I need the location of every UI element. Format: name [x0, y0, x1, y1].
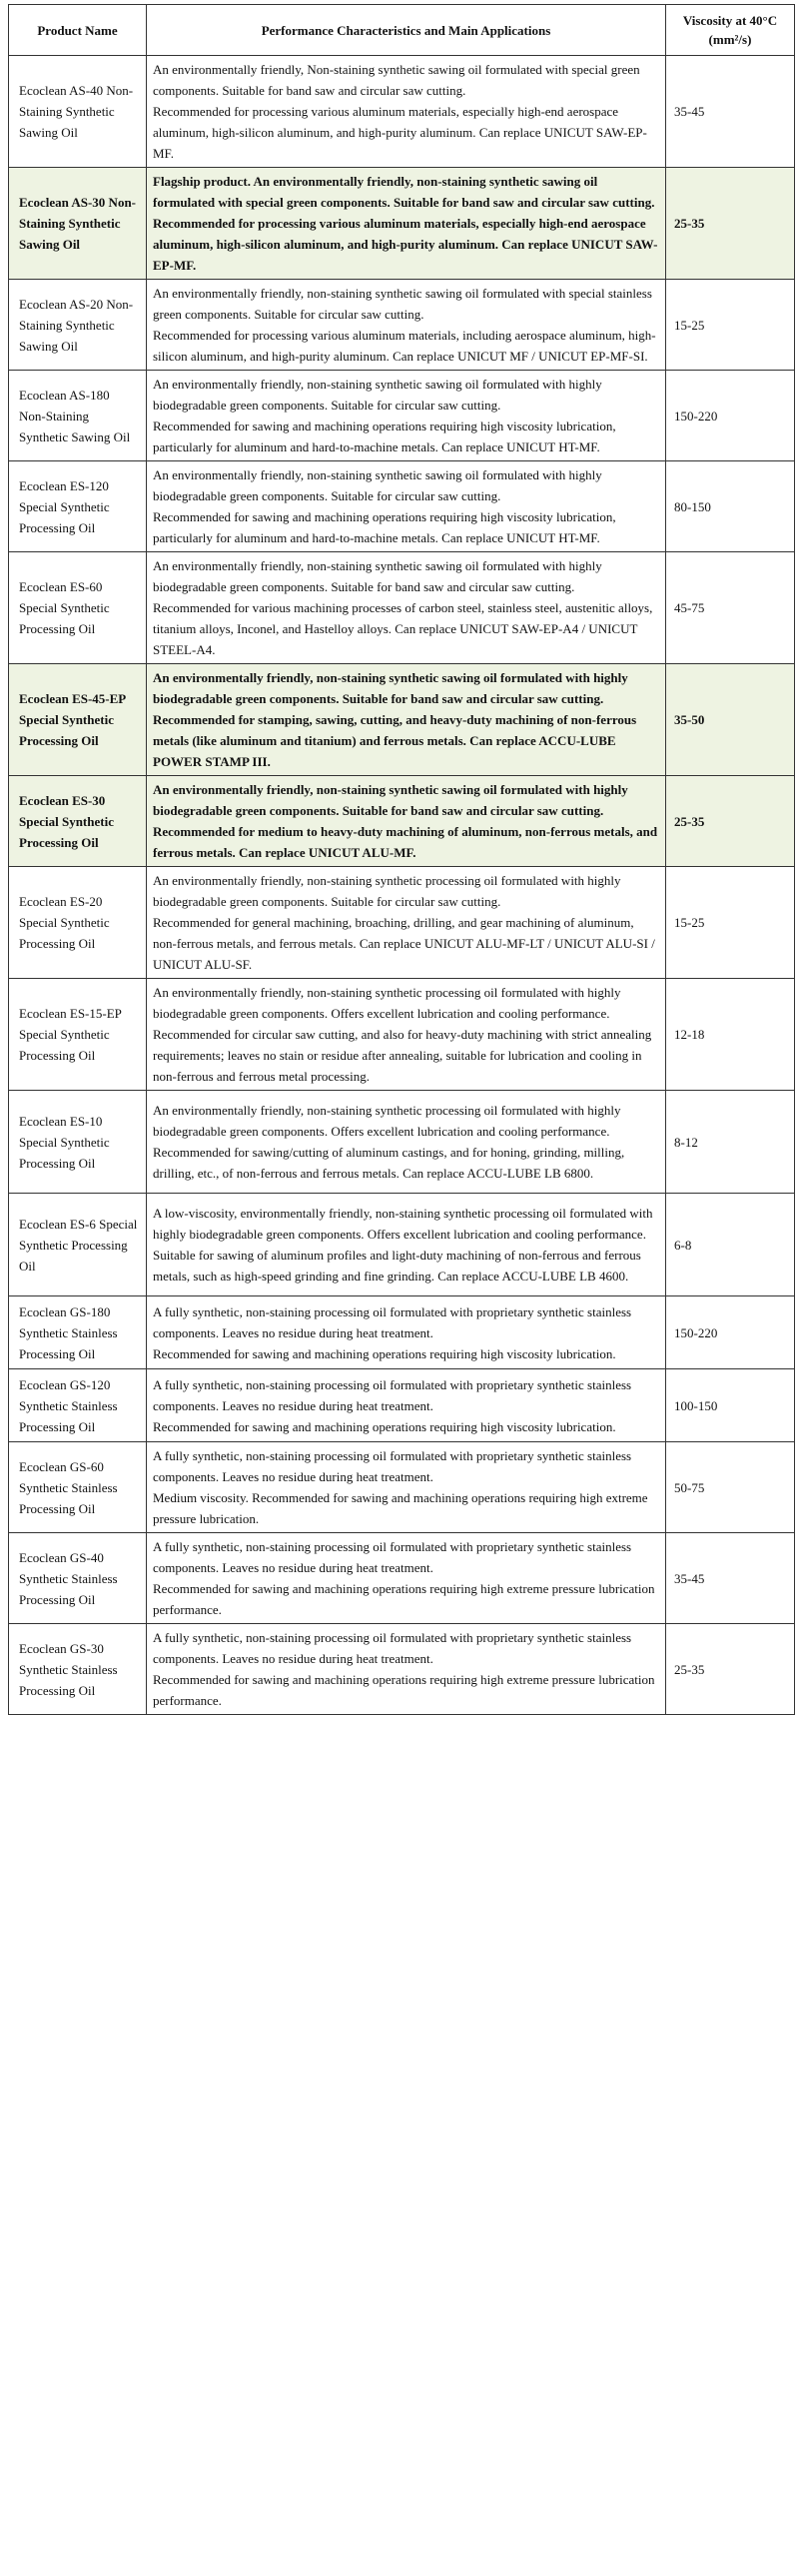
- table-row: [9, 280, 795, 371]
- description-cell: [147, 776, 666, 867]
- description-cell: [147, 867, 666, 979]
- description-paragraph: An environmentally friendly, non-staining synthetic sawing oil formulated with highly biodegradable green components. Suitable for circular saw cutting.: [153, 467, 602, 503]
- description-cell: [147, 552, 666, 664]
- description-paragraph: Recommended for processing various aluminum materials, including aerospace aluminum, high-silicon aluminum, and high-purity aluminum. Can replace UNICUT MF / UNICUT EP-MF-SI.: [153, 328, 656, 364]
- product-table-container: [8, 4, 794, 1715]
- product-name-cell: Ecoclean ES-120 Special Synthetic Processing Oil: [9, 461, 147, 552]
- viscosity-cell: 50-75: [666, 1442, 795, 1533]
- description-cell: [147, 280, 666, 371]
- viscosity-cell: 8-12: [666, 1091, 795, 1194]
- description-paragraph: A fully synthetic, non-staining processing oil formulated with proprietary synthetic stainless components. Leaves no residue during heat treatment.: [153, 1376, 632, 1413]
- table-row: [9, 1624, 795, 1715]
- description-cell: [147, 1442, 666, 1533]
- table-row: [9, 1091, 795, 1194]
- description-paragraph: Flagship product. An environmentally friendly, non-staining synthetic sawing oil formulated with special green components. Suitable for band saw and circular saw cutting.: [153, 174, 655, 210]
- table-row: [9, 371, 795, 461]
- description-cell: [147, 56, 666, 168]
- description-paragraph: An environmentally friendly, non-staining synthetic sawing oil formulated with highly biodegradable green components. Suitable for circular saw cutting.: [153, 377, 602, 413]
- description-paragraph: Suitable for sawing of aluminum profiles and light-duty machining of non-ferrous and ferrous metals, such as high-speed grinding and fine grinding. Can replace ACCU-LUBE LB 4600.: [153, 1248, 641, 1284]
- viscosity-cell: 35-45: [666, 56, 795, 168]
- table-row: [9, 552, 795, 664]
- product-name-cell: Ecoclean ES-45-EP Special Synthetic Processing Oil: [9, 664, 147, 776]
- product-name-cell: Ecoclean GS-30 Synthetic Stainless Processing Oil: [9, 1624, 147, 1715]
- description-paragraph: An environmentally friendly, Non-staining synthetic sawing oil formulated with special green components. Suitable for band saw and circular saw cutting.: [153, 62, 640, 98]
- viscosity-cell: 35-45: [666, 1533, 795, 1624]
- viscosity-cell: 100-150: [666, 1369, 795, 1442]
- description-paragraph: Recommended for sawing and machining operations requiring high viscosity lubrication, particularly for aluminum and hard-to-machine metals. Can replace UNICUT HT-MF.: [153, 509, 616, 545]
- viscosity-cell: 35-50: [666, 664, 795, 776]
- product-name-cell: Ecoclean ES-60 Special Synthetic Processing Oil: [9, 552, 147, 664]
- viscosity-cell: 150-220: [666, 1296, 795, 1369]
- description-cell: [147, 1091, 666, 1194]
- description-paragraph: Recommended for sawing and machining operations requiring high viscosity lubrication.: [153, 1345, 616, 1361]
- table-row: [9, 979, 795, 1091]
- description-paragraph: A low-viscosity, environmentally friendly, non-staining synthetic processing oil formulated with highly biodegradable green components. Offers excellent lubrication and cooling performance.: [153, 1206, 653, 1242]
- description-paragraph: Medium viscosity. Recommended for sawing and machining operations requiring high extreme pressure lubrication.: [153, 1490, 648, 1526]
- viscosity-cell: 80-150: [666, 461, 795, 552]
- product-name-cell: Ecoclean ES-6 Special Synthetic Processing Oil: [9, 1194, 147, 1296]
- product-name-cell: Ecoclean ES-15-EP Special Synthetic Processing Oil: [9, 979, 147, 1091]
- product-name-cell: Ecoclean AS-40 Non-Staining Synthetic Sawing Oil: [9, 56, 147, 168]
- description-paragraph: Recommended for sawing and machining operations requiring high extreme pressure lubrication performance.: [153, 1581, 655, 1617]
- header-performance: Performance Characteristics and Main Applications: [147, 5, 666, 56]
- viscosity-cell: 12-18: [666, 979, 795, 1091]
- product-name-cell: Ecoclean GS-180 Synthetic Stainless Processing Oil: [9, 1296, 147, 1369]
- description-cell: [147, 664, 666, 776]
- description-paragraph: An environmentally friendly, non-staining synthetic processing oil formulated with highly biodegradable green components. Offers excellent lubrication and cooling performance.: [153, 985, 621, 1021]
- product-name-cell: Ecoclean GS-40 Synthetic Stainless Processing Oil: [9, 1533, 147, 1624]
- description-paragraph: An environmentally friendly, non-staining synthetic processing oil formulated with highly biodegradable green components. Suitable for circular saw cutting.: [153, 873, 621, 909]
- description-cell: [147, 1533, 666, 1624]
- table-row: [9, 1369, 795, 1442]
- table-row: [9, 1296, 795, 1369]
- product-name-cell: Ecoclean AS-180 Non-Staining Synthetic Sawing Oil: [9, 371, 147, 461]
- description-cell: [147, 168, 666, 280]
- header-product-name: Product Name: [9, 5, 147, 56]
- product-name-cell: Ecoclean ES-10 Special Synthetic Processing Oil: [9, 1091, 147, 1194]
- table-body: [9, 56, 795, 1715]
- description-cell: [147, 461, 666, 552]
- viscosity-cell: 150-220: [666, 371, 795, 461]
- product-name-cell: Ecoclean ES-20 Special Synthetic Processing Oil: [9, 867, 147, 979]
- description-paragraph: Recommended for various machining processes of carbon steel, stainless steel, austenitic alloys, titanium alloys, Inconel, and Hastelloy alloys. Can replace UNICUT SAW-EP-A4 / UNICUT STEEL-A4.: [153, 600, 653, 657]
- description-cell: [147, 979, 666, 1091]
- description-paragraph: An environmentally friendly, non-staining synthetic processing oil formulated with highly biodegradable green components. Offers excellent lubrication and cooling performance.: [153, 1103, 621, 1139]
- description-paragraph: A fully synthetic, non-staining processing oil formulated with proprietary synthetic stainless components. Leaves no residue during heat treatment.: [153, 1630, 632, 1666]
- description-paragraph: Recommended for processing various aluminum materials, especially high-end aerospace aluminum, high-silicon aluminum, and high-purity aluminum. Can replace UNICUT SAW-EP-MF.: [153, 216, 658, 273]
- product-name-cell: Ecoclean GS-120 Synthetic Stainless Processing Oil: [9, 1369, 147, 1442]
- description-paragraph: Recommended for stamping, sawing, cutting, and heavy-duty machining of non-ferrous metals (like aluminum and titanium) and ferrous metals. Can replace ACCU-LUBE POWER STAMP III.: [153, 712, 637, 769]
- description-paragraph: Recommended for sawing and machining operations requiring high viscosity lubrication, particularly for aluminum and hard-to-machine metals. Can replace UNICUT HT-MF.: [153, 419, 616, 454]
- product-name-cell: Ecoclean ES-30 Special Synthetic Processing Oil: [9, 776, 147, 867]
- product-name-cell: Ecoclean GS-60 Synthetic Stainless Processing Oil: [9, 1442, 147, 1533]
- viscosity-cell: 25-35: [666, 776, 795, 867]
- table-row: [9, 1533, 795, 1624]
- description-cell: [147, 1296, 666, 1369]
- description-paragraph: A fully synthetic, non-staining processing oil formulated with proprietary synthetic stainless components. Leaves no residue during heat treatment.: [153, 1539, 632, 1575]
- viscosity-cell: 15-25: [666, 280, 795, 371]
- description-paragraph: Recommended for sawing and machining operations requiring high extreme pressure lubrication performance.: [153, 1672, 655, 1708]
- description-cell: [147, 1369, 666, 1442]
- description-paragraph: An environmentally friendly, non-staining synthetic sawing oil formulated with special stainless green components. Suitable for circular saw cutting.: [153, 286, 652, 322]
- product-table: [8, 4, 795, 1715]
- table-header-row: [9, 5, 795, 56]
- description-paragraph: Recommended for medium to heavy-duty machining of aluminum, non-ferrous metals, and ferrous metals. Can replace UNICUT ALU-MF.: [153, 824, 658, 860]
- table-row: [9, 1194, 795, 1296]
- description-paragraph: Recommended for circular saw cutting, and also for heavy-duty machining with strict annealing requirements; leaves no stain or residue after annealing, suitable for lubrication and cooling in non-ferrous and ferrous metal processing.: [153, 1027, 652, 1084]
- description-paragraph: Recommended for processing various aluminum materials, especially high-end aerospace aluminum, high-silicon aluminum, and high-purity aluminum. Can replace UNICUT SAW-EP-MF.: [153, 104, 647, 161]
- description-paragraph: A fully synthetic, non-staining processing oil formulated with proprietary synthetic stainless components. Leaves no residue during heat treatment.: [153, 1303, 632, 1340]
- description-paragraph: An environmentally friendly, non-staining synthetic sawing oil formulated with highly biodegradable green components. Suitable for band saw and circular saw cutting.: [153, 782, 628, 818]
- product-name-cell: Ecoclean AS-30 Non-Staining Synthetic Sawing Oil: [9, 168, 147, 280]
- description-paragraph: Recommended for sawing/cutting of aluminum castings, and for honing, grinding, milling, drilling, etc., of non-ferrous and ferrous metals. Can replace ACCU-LUBE LB 6800.: [153, 1145, 625, 1181]
- product-name-cell: Ecoclean AS-20 Non-Staining Synthetic Sawing Oil: [9, 280, 147, 371]
- description-paragraph: An environmentally friendly, non-staining synthetic sawing oil formulated with highly biodegradable green components. Suitable for band saw and circular saw cutting.: [153, 558, 602, 594]
- table-row: [9, 461, 795, 552]
- description-paragraph: A fully synthetic, non-staining processing oil formulated with proprietary synthetic stainless components. Leaves no residue during heat treatment.: [153, 1448, 632, 1484]
- description-cell: [147, 1194, 666, 1296]
- description-cell: [147, 1624, 666, 1715]
- table-row: [9, 168, 795, 280]
- description-paragraph: Recommended for sawing and machining operations requiring high viscosity lubrication.: [153, 1418, 616, 1434]
- viscosity-cell: 25-35: [666, 168, 795, 280]
- description-paragraph: Recommended for general machining, broaching, drilling, and gear machining of aluminum, non-ferrous metals, and ferrous metals. Can replace UNICUT ALU-MF-LT / UNICUT ALU-SI / UNICUT ALU-SF.: [153, 915, 655, 972]
- table-row: [9, 56, 795, 168]
- table-row: [9, 664, 795, 776]
- viscosity-cell: 6-8: [666, 1194, 795, 1296]
- table-row: [9, 867, 795, 979]
- description-paragraph: An environmentally friendly, non-staining synthetic sawing oil formulated with highly biodegradable green components. Suitable for band saw and circular saw cutting.: [153, 670, 628, 706]
- table-row: [9, 1442, 795, 1533]
- description-cell: [147, 371, 666, 461]
- viscosity-cell: 45-75: [666, 552, 795, 664]
- viscosity-cell: 15-25: [666, 867, 795, 979]
- header-viscosity: Viscosity at 40°C (mm²/s): [666, 5, 795, 56]
- table-row: [9, 776, 795, 867]
- viscosity-cell: 25-35: [666, 1624, 795, 1715]
